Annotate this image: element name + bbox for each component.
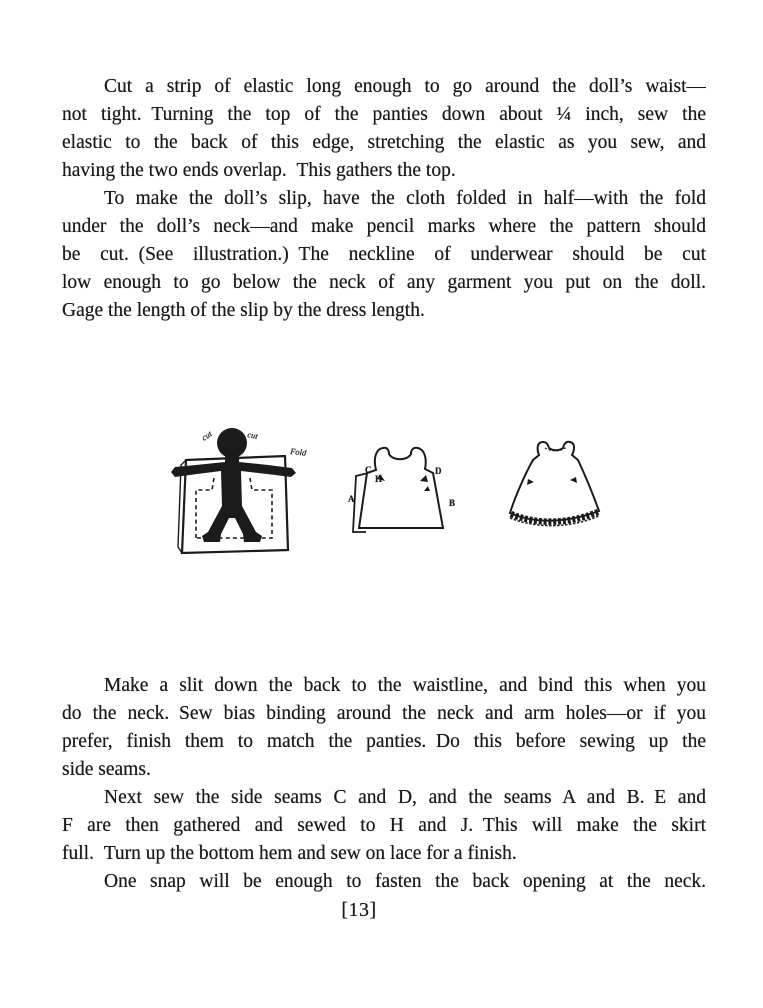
figure2-label-c: C [365, 465, 372, 475]
text-line: having the two ends overlap. This gathers the top. [62, 160, 456, 181]
doll-head [217, 428, 247, 458]
text-line: Gage the length of the slip by the dress length. [62, 300, 425, 321]
text-line: do the neck. Sew bias binding around the neck and arm holes—or if you [62, 703, 706, 724]
figure1-label-cut-left: cut [199, 428, 214, 443]
figure2-label-h: H [375, 474, 383, 484]
body-text-top [62, 73, 706, 325]
figure1-label-cut-right: cut [246, 429, 259, 442]
text-line: To make the doll’s slip, have the cloth folded in half—with the fold [104, 188, 706, 209]
text-line: full. Turn up the bottom hem and sew on lace for a finish. [62, 843, 517, 864]
slip-body [510, 442, 599, 521]
figure2-label-d: D [435, 466, 442, 476]
text-line: One snap will be enough to fasten the back opening at the neck. [104, 871, 706, 892]
text-line: side seams. [62, 759, 151, 780]
text-line: under the doll’s neck—and make pencil marks where the pattern should [62, 216, 706, 237]
figure-doll-on-folded-cloth [170, 426, 310, 557]
text-line: prefer, finish them to match the panties. Do this before sewing up the [62, 731, 706, 752]
body-text-bottom [62, 672, 706, 896]
figure-finished-slip [505, 439, 603, 531]
text-line: not tight. Turning the top of the panties down about ¼ inch, sew the [62, 104, 706, 125]
figure2-label-b: B [449, 498, 456, 508]
figure1-label-fold: Fold [289, 446, 307, 458]
text-line: Cut a strip of elastic long enough to go around the doll’s waist— [104, 76, 706, 97]
pattern-main-shape [359, 448, 443, 528]
figure2-label-a: A [348, 494, 355, 504]
text-line: elastic to the back of this edge, stretching the elastic as you sew, and [62, 132, 706, 153]
page-number: [13] [341, 899, 377, 921]
text-line: Make a slit down the back to the waistline, and bind this when you [104, 675, 706, 696]
figure-cut-pattern-piece [346, 442, 458, 536]
text-line: low enough to go below the neck of any garment you put on the doll. [62, 272, 706, 293]
text-line: be cut. (See illustration.) The neckline of underwear should be cut [62, 244, 706, 265]
text-line: Next sew the side seams C and D, and the seams A and B. E and [104, 787, 706, 808]
text-line: F are then gathered and sewed to H and J. This will make the skirt [62, 815, 706, 836]
